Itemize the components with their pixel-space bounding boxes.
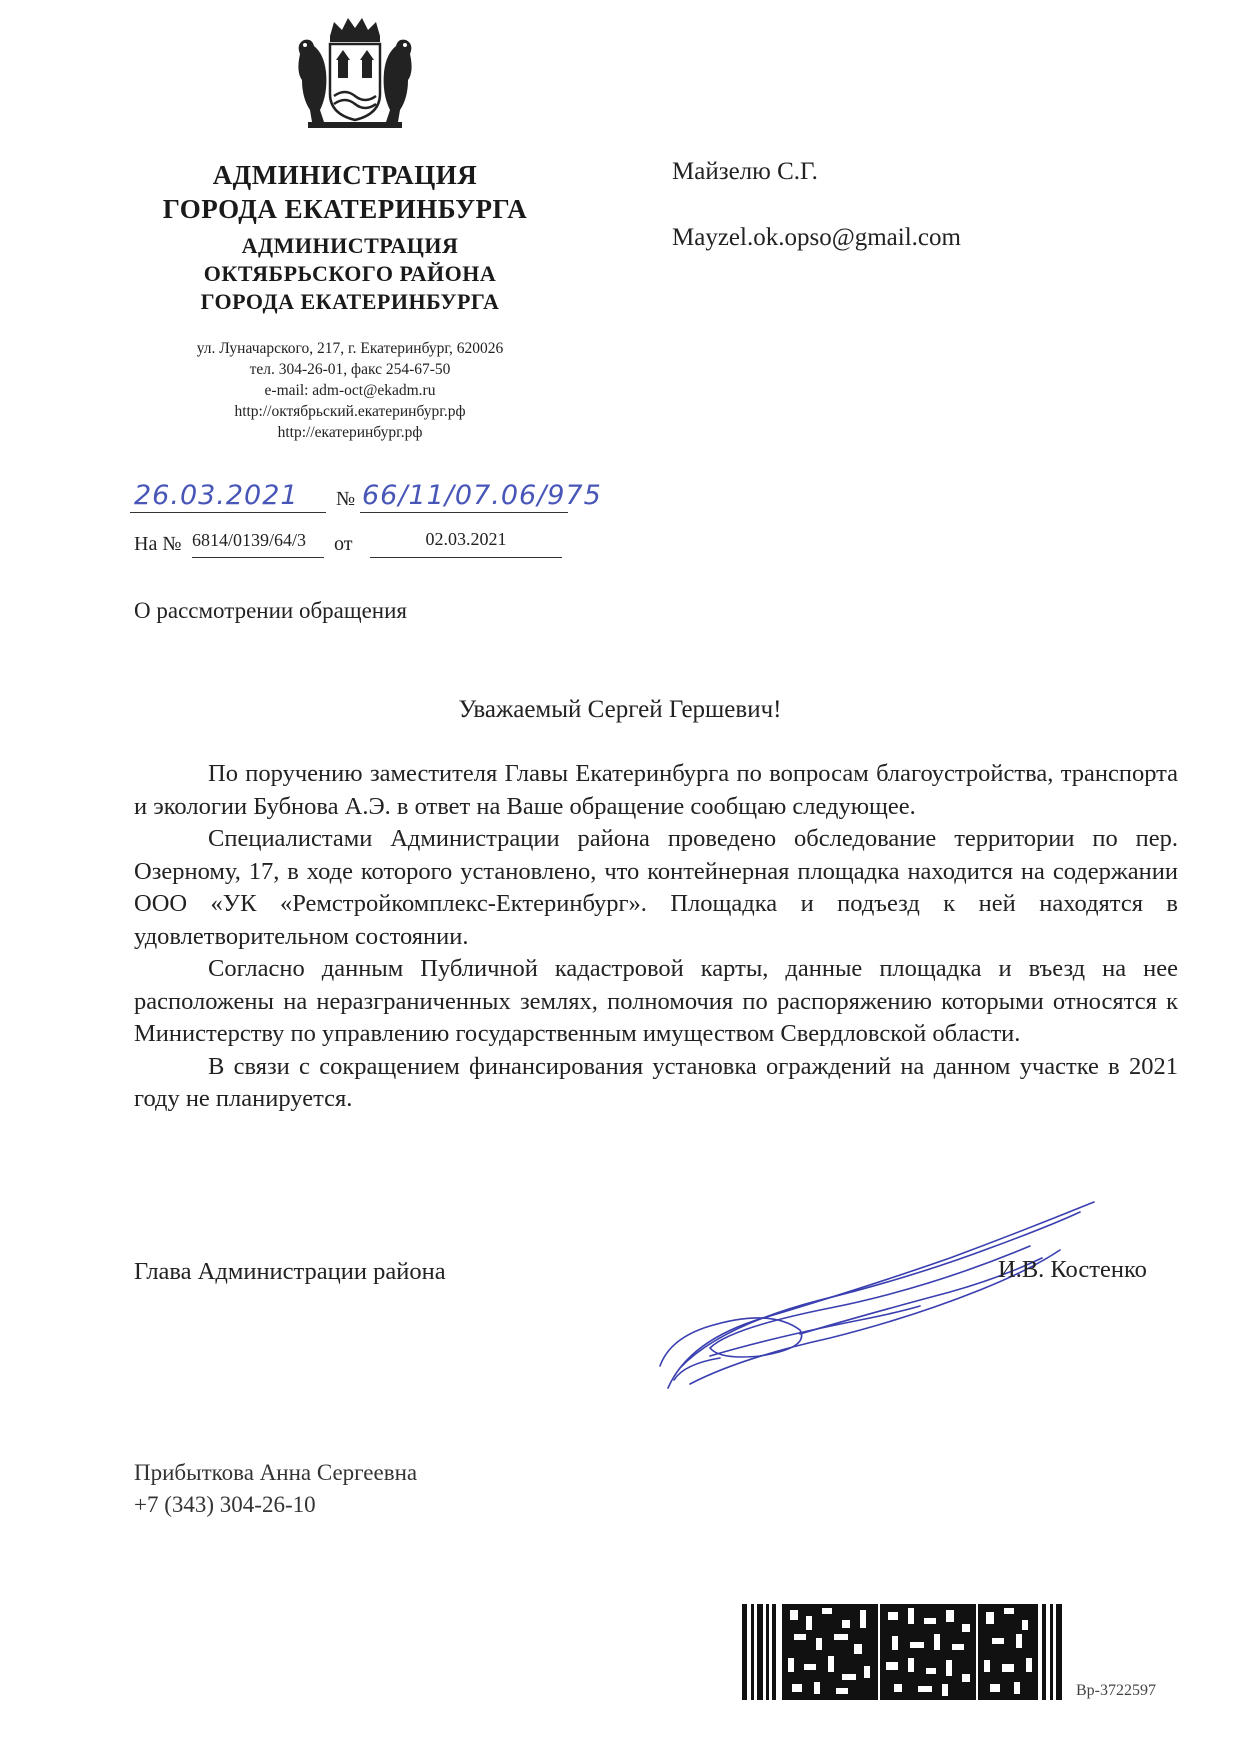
contact-block <box>130 338 570 443</box>
dept-name-line2: ОКТЯБРЬСКОГО РАЙОНА <box>203 261 497 286</box>
address-line: ул. Луначарского, 217, г. Екатеринбург, 620026 <box>196 340 504 357</box>
outgoing-date-underline <box>130 512 326 513</box>
reply-date-value: 02.03.2021 <box>425 529 507 549</box>
outgoing-number-underline <box>360 512 568 513</box>
body-paragraph: Согласно данным Публичной кадастровой карты, данные площадка и въезд на нее расположены на неразграниченных землях, полномочия по распоряжению которыми относятся к Министерству по управлению государственным имуществом Свердловской области. <box>134 955 1178 1047</box>
reply-from-label: от <box>334 533 353 555</box>
coat-of-arms-emblem <box>290 14 420 139</box>
handwritten-signature <box>650 1188 1110 1398</box>
dept-name-line3: ГОРОДА ЕКАТЕРИНБУРГА <box>200 289 500 314</box>
reply-number-value: 6814/0139/64/3 <box>192 530 307 550</box>
signer-position: Глава Администрации района <box>134 1258 446 1285</box>
org-name-line2: ГОРОДА ЕКАТЕРИНБУРГА <box>162 194 528 224</box>
reply-number-underline <box>192 557 324 558</box>
reply-date-underline <box>370 557 562 558</box>
letter-body <box>134 758 1178 1116</box>
performer-phone: +7 (343) 304-26-10 <box>134 1492 316 1517</box>
reply-number-label: На № <box>134 533 182 555</box>
recipient-name: Майзелю С.Г. <box>672 158 818 185</box>
phone-line: тел. 304-26-01, факс 254-67-50 <box>249 361 451 378</box>
barcode-id: Вр-3722597 <box>1076 1682 1156 1699</box>
body-paragraph: В связи с сокращением финансирования установка ограждений на данном участке в 2021 году не планируется. <box>134 1052 1178 1112</box>
dept-header <box>150 232 550 316</box>
signer-name: И.В. Костенко <box>998 1256 1147 1283</box>
greeting: Уважаемый Сергей Гершевич! <box>458 696 782 723</box>
recipient-email: Mayzel.ok.opso@gmail.com <box>672 224 961 251</box>
org-header <box>130 158 560 226</box>
performer-block <box>134 1457 417 1521</box>
website-line-1: http://октябрьский.екатеринбург.рф <box>234 403 466 420</box>
website-line-2: http://екатеринбург.рф <box>277 424 423 441</box>
outgoing-number-handwritten: 66/11/07.06/975 <box>362 480 602 511</box>
body-paragraph: По поручению заместителя Главы Екатеринбурга по вопросам благоустройства, транспорта и экологии Бубнова А.Э. в ответ на Ваше обращение сообщаю следующее. <box>134 760 1178 820</box>
performer-name: Прибыткова Анна Сергеевна <box>134 1460 418 1485</box>
outgoing-date-handwritten: 26.03.2021 <box>134 480 299 511</box>
document-barcode <box>742 1604 1064 1700</box>
letter-subject: О рассмотрении обращения <box>134 598 407 623</box>
body-paragraph: Специалистами Администрации района проведено обследование территории по пер. Озерному, 17, в ходе которого установлено, что контейнерная площадка находится на содержании ООО «УК «Ремстройкомплекс-Ектеринбург». Площадка и подъезд к ней находятся в удовлетворительном состоянии. <box>134 825 1178 950</box>
email-line: e-mail: adm-oct@ekadm.ru <box>264 382 436 399</box>
org-name-line1: АДМИНИСТРАЦИЯ <box>212 160 478 190</box>
outgoing-number-label: № <box>336 488 356 510</box>
dept-name-line1: АДМИНИСТРАЦИЯ <box>241 233 459 258</box>
